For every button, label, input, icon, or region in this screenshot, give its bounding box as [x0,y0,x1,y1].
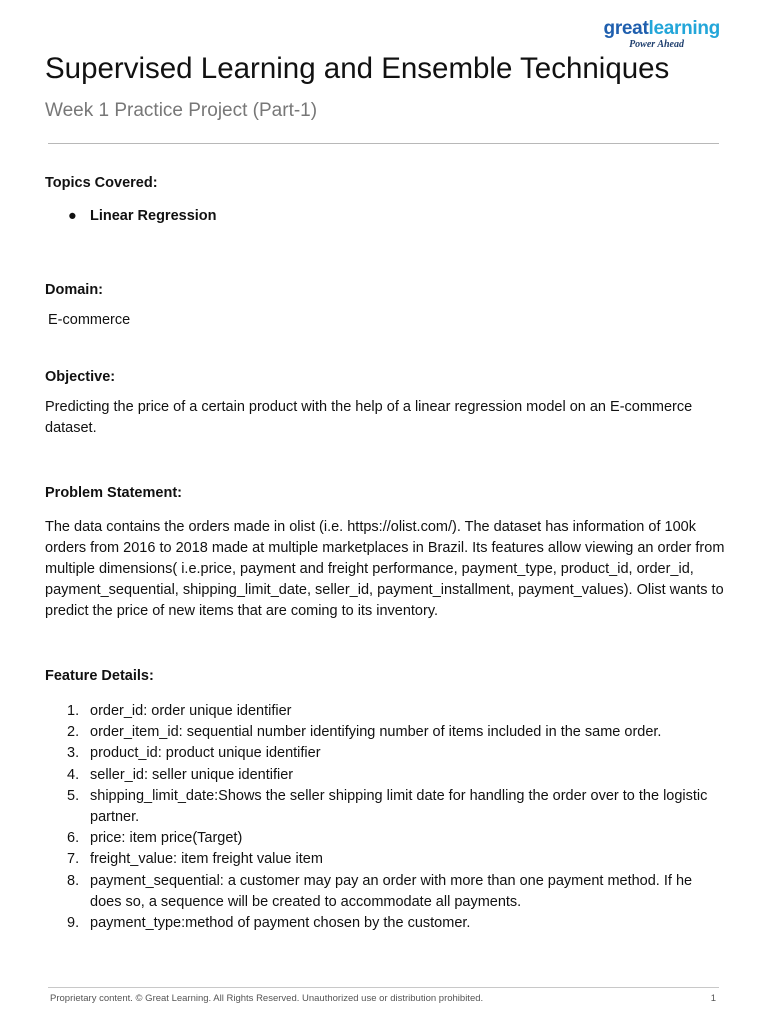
logo-wordmark [604,19,720,39]
feature-text: payment_sequential: a customer may pay an order with more than one payment method. If he does so, a sequence will be created to accommodate all payments. [90,872,693,910]
feature-text: seller_id: seller unique identifier [90,766,294,783]
feature-text: payment_type:method of payment chosen by the customer. [90,915,471,932]
feature-number: 4. [67,766,80,783]
objective-text: Predicting the price of a certain product with the help of a linear regression model on an E-commerce dataset. [45,399,693,436]
feature-text: shipping_limit_date:Shows the seller shipping limit date for handling the order over to the logistic partner. [90,787,708,826]
bullet-icon: ● [68,208,77,224]
feature-item [45,786,725,828]
page-number: 1 [710,993,716,1004]
feature-number: 3. [67,745,80,762]
feature-item [45,913,725,934]
feature-item [45,701,725,722]
topic-list-item [68,208,217,224]
feature-text: product_id: product unique identifier [90,745,321,762]
feature-text: price: item price(Target) [90,830,243,847]
feature-list [45,701,725,934]
domain-value: E-commerce [48,312,131,328]
page-subtitle: Week 1 Practice Project (Part-1) [45,100,318,121]
logo-word-great: great [603,18,649,39]
page-title: Supervised Learning and Ensemble Techniques [45,52,670,85]
feature-item [45,828,725,849]
feature-number: 1. [67,703,80,719]
feature-number: 9. [67,915,80,932]
feature-item [45,849,725,870]
feature-text: order_item_id: sequential number identifying number of items included in the same order. [90,724,662,741]
topics-heading: Topics Covered: [45,175,158,191]
domain-heading: Domain: [45,282,103,298]
feature-item [45,743,725,764]
problem-statement-text: The data contains the orders made in olist (i.e. https://olist.com/). The dataset has information of 100k orders from 2016 to 2018 made at multiple marketplaces in Brazil. Its features allow viewing an order from multiple dimensions( i.e.price, payment and freight performance, payment_type, product_id, order_id, payment_sequential, shipping_limit_date, seller_id, payment_installment, payment_values). Olist wants to predict the price of new items that are coming to its inventory. [45,519,725,619]
feature-details-heading: Feature Details: [45,668,154,684]
feature-item [45,765,725,786]
header-divider [48,143,719,144]
feature-text: freight_value: item freight value item [90,851,323,868]
feature-text: order_id: order unique identifier [90,703,292,719]
logo-word-learning: learning [648,18,720,39]
feature-item [45,722,725,743]
footer-copyright: Proprietary content. © Great Learning. All Rights Reserved. Unauthorized use or distribution prohibited. [50,993,484,1004]
feature-item [45,871,725,913]
topic-label: Linear Regression [90,208,217,224]
feature-number: 5. [67,787,80,804]
greatlearning-logo [604,19,720,50]
objective-heading: Objective: [45,369,116,385]
footer-divider [48,987,719,988]
feature-number: 7. [67,851,80,868]
problem-statement-heading: Problem Statement: [45,485,182,501]
feature-number: 6. [67,830,80,847]
feature-number: 8. [67,872,80,889]
logo-tagline: Power Ahead [629,39,684,50]
feature-number: 2. [67,724,80,741]
